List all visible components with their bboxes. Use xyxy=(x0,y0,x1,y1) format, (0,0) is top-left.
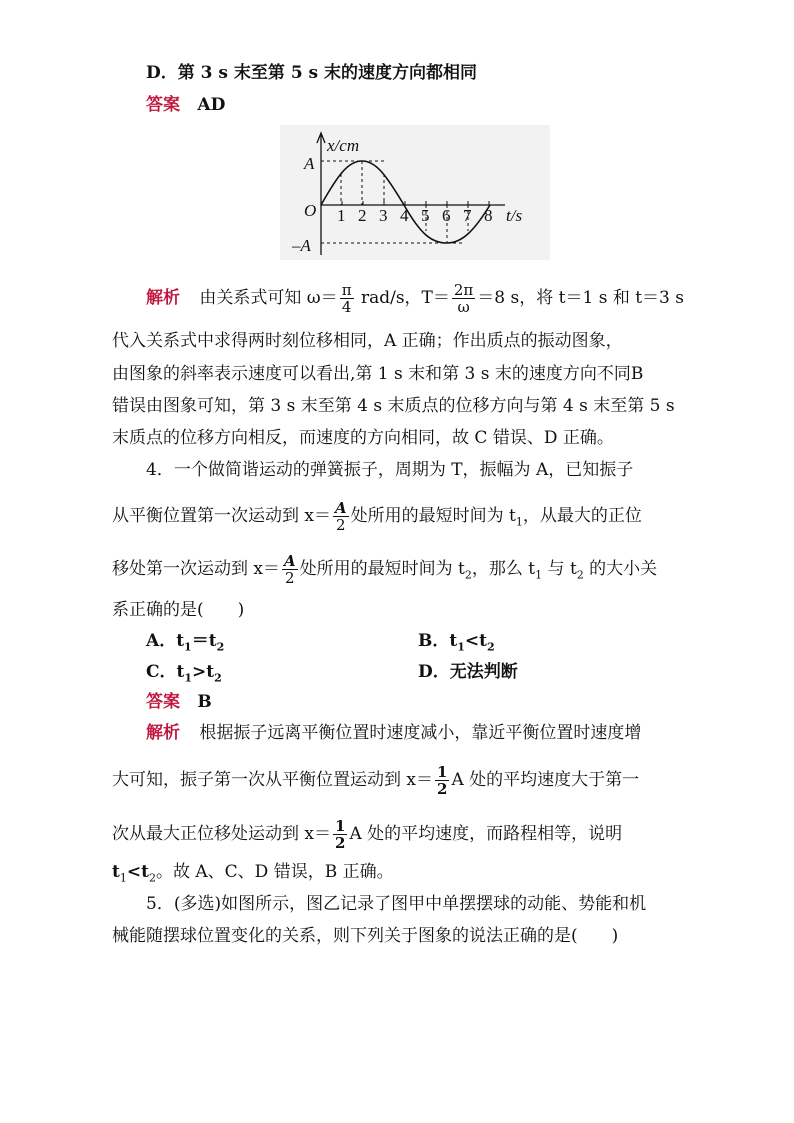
half-fraction xyxy=(435,764,449,797)
q5-line2: 械能随摆球位置变化的关系，则下列关于图象的说法正确的是( ) xyxy=(112,926,619,946)
explain-text: 根据振子远离平衡位置时速度减小，靠近平衡位置时速度增 xyxy=(199,723,642,743)
fraction-den: 2 xyxy=(285,569,295,587)
explain-text: 由关系式可知 ω＝ xyxy=(199,288,338,308)
q4-text: 移处第一次运动到 x＝ xyxy=(112,559,280,579)
answer-value: B xyxy=(197,692,212,712)
q4-text: ，那么 t xyxy=(471,559,536,579)
fraction-den: 4 xyxy=(341,298,352,316)
amp-pos-label: A xyxy=(304,154,315,173)
subscript: 2 xyxy=(148,871,156,885)
vibration-graph xyxy=(280,125,550,260)
fraction-num: A xyxy=(335,499,347,517)
answer-label: 答案 xyxy=(146,692,180,712)
amp-neg-label: –A xyxy=(292,236,311,255)
opt-text: B．t xyxy=(418,631,458,651)
subscript: 1 xyxy=(119,871,127,885)
subscript: 2 xyxy=(464,568,472,582)
fraction-den: 2 xyxy=(336,516,346,534)
q4-line2 xyxy=(112,500,642,533)
subscript: 1 xyxy=(457,640,465,654)
q4-option-a xyxy=(146,630,224,658)
fraction-num: A xyxy=(284,552,296,570)
q4-text: ，从最大的正位 xyxy=(522,506,642,526)
x-tick-label: 3 xyxy=(379,206,388,225)
explain-text: <t xyxy=(126,862,149,882)
opt-text: C．t xyxy=(146,662,185,682)
opt-text: A．t xyxy=(146,631,185,651)
q4-line4: 系正确的是( ) xyxy=(112,600,245,620)
q4-text: 从平衡位置第一次运动到 x＝ xyxy=(112,506,331,526)
explain-text: ＝8 s，将 t＝1 s 和 t＝3 s xyxy=(477,288,685,308)
x-tick-label: 2 xyxy=(358,206,367,225)
origin-label: O xyxy=(304,201,317,220)
q4-option-d: D．无法判断 xyxy=(418,662,518,682)
x-axis-label: t/s xyxy=(506,206,523,225)
q4-line1: 4．一个做简谐运动的弹簧振子，周期为 T，振幅为 A，已知振子 xyxy=(146,460,634,480)
explain-label: 解析 xyxy=(146,288,180,308)
q3-option-d: D．第 3 s 末至第 5 s 末的速度方向都相同 xyxy=(146,63,478,83)
subscript: 1 xyxy=(184,671,193,685)
subscript: 1 xyxy=(515,515,523,529)
explain-text: 次从最大正位移处运动到 x＝ xyxy=(112,824,331,844)
opt-text: >t xyxy=(192,662,215,682)
q4-option-b xyxy=(418,630,495,658)
explain-text: 。故 A、C、D 错误，B 正确。 xyxy=(155,862,394,882)
q3-explain-line3: 由图象的斜率表示速度可以看出,第 1 s 末和第 3 s 末的速度方向不同B xyxy=(112,364,644,384)
fraction-num: 2π xyxy=(453,281,474,299)
fraction-den: ω xyxy=(457,298,470,316)
explain-text: A 处的平均速度，而路程相等，说明 xyxy=(349,824,623,844)
period-fraction xyxy=(452,282,475,315)
q4-answer-line xyxy=(146,691,212,713)
q4-explain-line3 xyxy=(112,818,622,851)
subscript: 2 xyxy=(576,568,584,582)
half-fraction xyxy=(333,818,347,851)
omega-fraction xyxy=(340,282,354,315)
fraction-den: 2 xyxy=(437,780,448,798)
x-tick-label: 7 xyxy=(463,206,472,225)
q4-text: 的大小关 xyxy=(583,559,658,579)
q4-text: 处所用的最短时间为 t xyxy=(299,559,465,579)
y-axis-label: x/cm xyxy=(327,136,360,155)
explain-text: rad/s，T＝ xyxy=(355,288,450,308)
q4-line3 xyxy=(112,553,657,586)
q3-answer-line xyxy=(146,94,225,116)
q4-text: 处所用的最短时间为 t xyxy=(350,506,516,526)
subscript: 1 xyxy=(535,568,543,582)
q4-explain-line2 xyxy=(112,764,639,797)
x-tick-label: 4 xyxy=(400,206,409,225)
fraction-num: π xyxy=(341,281,352,299)
explain-text: A 处的平均速度大于第一 xyxy=(451,770,640,790)
q4-text: 与 t xyxy=(542,559,577,579)
fraction-num: 1 xyxy=(335,817,346,835)
q3-explain-line4: 错误由图象可知，第 3 s 末至第 4 s 末质点的位移方向与第 4 s 末至第 5 s xyxy=(112,396,675,416)
subscript: 2 xyxy=(216,640,225,654)
explain-text: 大可知，振子第一次从平衡位置运动到 x＝ xyxy=(112,770,433,790)
subscript: 2 xyxy=(214,671,222,685)
q3-explain-line5: 末质点的位移方向相反，而速度的方向相同，故 C 错误、D 正确。 xyxy=(112,428,614,448)
x-tick-label: 5 xyxy=(421,206,430,225)
a-half-fraction xyxy=(282,553,298,586)
fraction-num: 1 xyxy=(437,763,448,781)
q4-explain-line4 xyxy=(112,861,394,889)
opt-text: <t xyxy=(464,631,487,651)
x-tick-label: 6 xyxy=(442,206,451,225)
fraction-den: 2 xyxy=(335,834,346,852)
q4-option-c xyxy=(146,661,222,689)
a-half-fraction xyxy=(333,500,349,533)
subscript: 2 xyxy=(487,640,495,654)
explain-label: 解析 xyxy=(146,723,180,743)
subscript: 1 xyxy=(184,640,192,654)
explain-text: t xyxy=(112,862,120,882)
q3-explain-line1 xyxy=(146,282,684,315)
q3-explain-line2: 代入关系式中求得两时刻位移相同，A 正确；作出质点的振动图象， xyxy=(112,331,623,351)
q4-explain-line1 xyxy=(146,722,641,744)
opt-text: ＝t xyxy=(191,631,217,651)
answer-label: 答案 xyxy=(146,95,180,115)
q5-line1: 5．(多选)如图所示，图乙记录了图甲中单摆摆球的动能、势能和机 xyxy=(146,894,647,914)
x-tick-label: 8 xyxy=(484,206,493,225)
x-tick-label: 1 xyxy=(337,206,346,225)
answer-value: AD xyxy=(197,95,226,115)
